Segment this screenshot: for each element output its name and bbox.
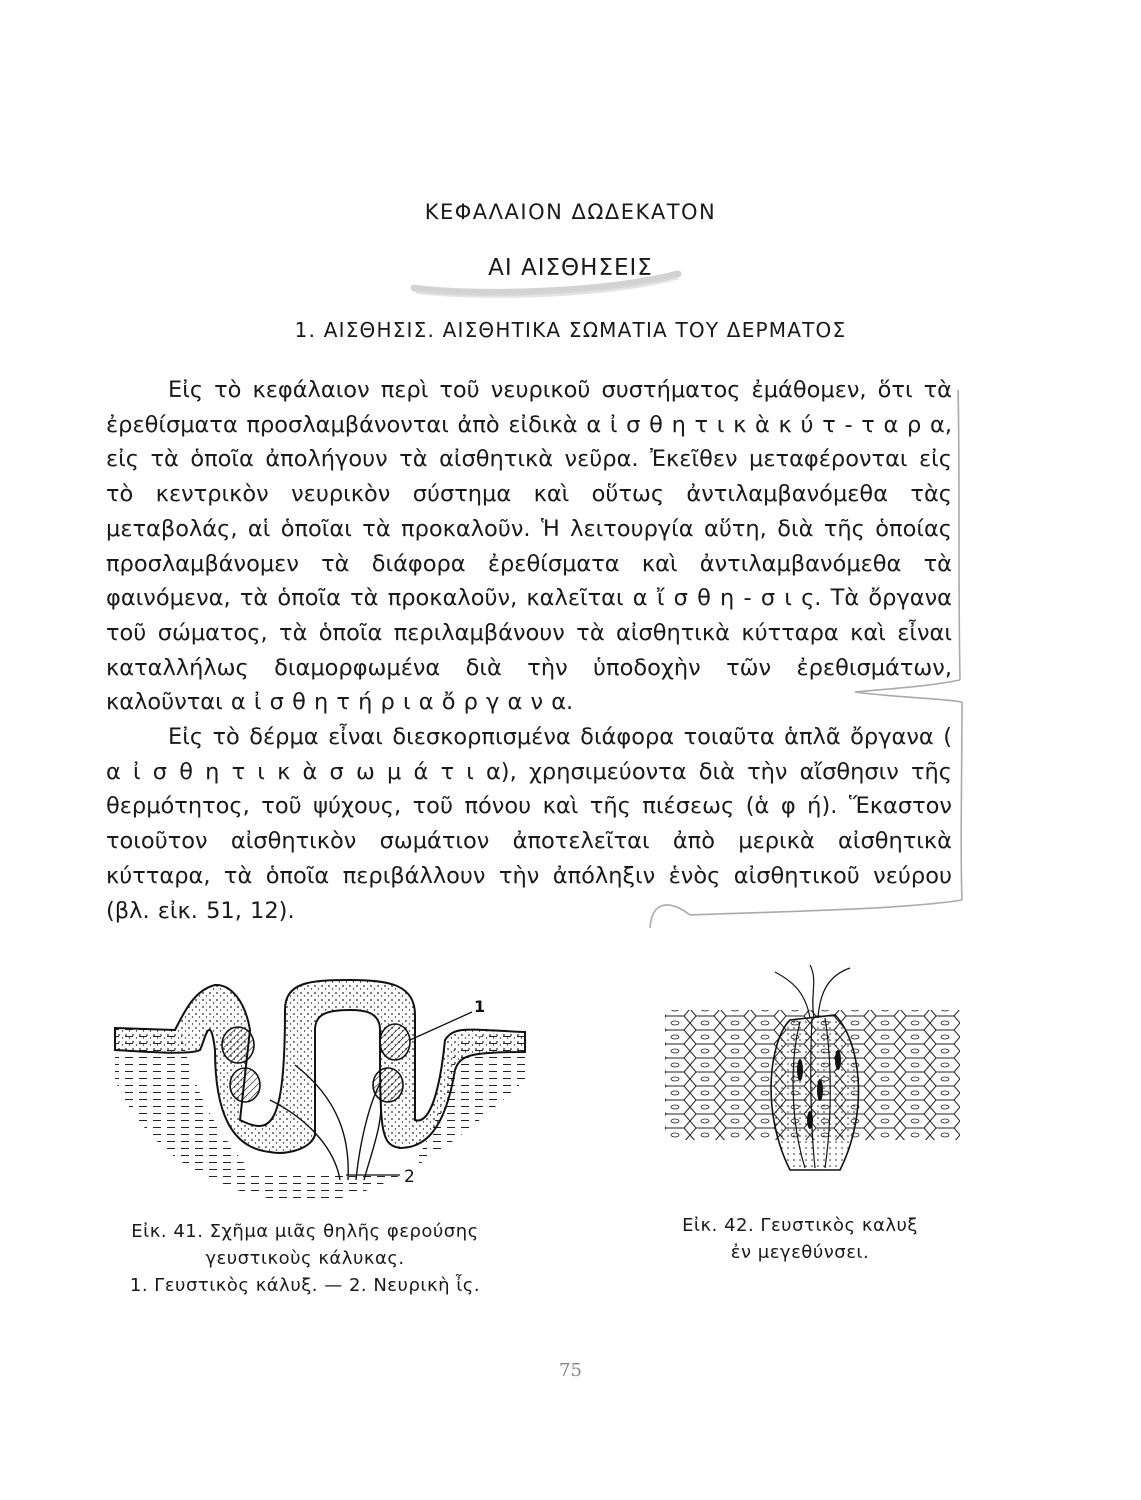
figure-41-caption [90,1218,520,1299]
figure-42-caption-line-1: Εἰκ. 42. Γευστικὸς καλυξ [682,1215,918,1236]
title-wrap [0,255,1141,281]
paragraph-1: Εἰς τὸ κεφάλαιον περὶ τοῦ νευρικοῦ συστήματος ἐμάθομεν, ὅτι τὰ ἐρεθίσματα προσλαμβάνονται ἀπὸ εἰδικὰ α ἰ σ θ η τ ι κ ὰ κ ύ τ - τ α ρ α, εἰς τὰ ὁποῖα ἀπολήγουν τὰ αἰσθητικὰ νεῦρα. Ἐκεῖθεν μεταφέρονται εἰς τὸ κεντρικὸν νευρικὸν σύστημα καὶ οὕτως ἀντιλαμβανόμεθα τὰς μεταβολάς, αἱ ὁποῖαι τὰ προκαλοῦν. Ἡ λειτουργία αὕτη, διὰ τῆς ὁποίας προσλαμβάνομεν τὰ διάφορα ἐρεθίσματα καὶ ἀντιλαμβανόμεθα τὰ φαινόμενα, τὰ ὁποῖα τὰ προκαλοῦν, καλεῖται α ἴ σ θ η - σ ι ς. Τὰ ὄργανα τοῦ σώματος, τὰ ὁποῖα περιλαμβάνουν τὰ αἰσθητικὰ κύτταρα καὶ εἶναι καταλλήλως διαμορφωμένα διὰ τὴν ὑποδοχὴν τῶν ἐρεθισμάτων, καλοῦνται α ἰ σ θ η τ ή ρ ι α ὄ ρ γ α ν α. [106,377,952,716]
figure-41-caption-line-2: γευστικοὺς κάλυκας. [205,1248,405,1269]
page-number: 75 [559,1360,582,1381]
figure-41-caption-line-3: 1. Γευστικὸς κάλυξ. — 2. Νευρικὴ ἶς. [129,1275,481,1296]
figure-42-taste-bud-diagram [660,960,970,1190]
figure-42-caption-line-2: ἐν μεγεθύνσει. [730,1242,870,1263]
figure-41-papilla-diagram [110,970,530,1210]
figure-41-label-2: 2 [404,1167,415,1187]
body-text [106,373,952,928]
figure-41-caption-line-1: Εἰκ. 41. Σχῆμα μιᾶς θηλῆς φερούσης [131,1221,479,1242]
section-heading: 1. ΑΙΣΘΗΣΙΣ. ΑΙΣΘΗΤΙΚΑ ΣΩΜΑΤΙΑ ΤΟΥ ΔΕΡΜΑΤΟΣ [294,318,847,342]
paragraph-2: Εἰς τὸ δέρμα εἶναι διεσκορπισμένα διάφορα τοιαῦτα ἁπλᾶ ὄργανα ( α ἰ σ θ η τ ι κ ὰ σ ω μ ά τ ι α), χρησιμεύοντα διὰ τὴν αἴσθησιν τῆς θερμότητος, τοῦ ψύχους, τοῦ πόνου καὶ τῆς πιέσεως (ἁ φ ή). Ἕκαστον τοιοῦτον αἰσθητικὸν σωμάτιον ἀποτελεῖται ἀπὸ μερικὰ αἰσθητικὰ κύτταρα, τὰ ὁποῖα περιβάλλουν τὴν ἀπόληξιν ἑνὸς αἰσθητικοῦ νεύρου (βλ. εἰκ. 51, 12). [106,724,952,924]
chapter-heading: ΚΕΦΑΛΑΙΟΝ ΔΩΔΕΚΑΤΟΝ [424,200,717,224]
figure-41-label-1: 1 [474,997,486,1016]
figure-42-caption [650,1212,950,1266]
page-title: ΑΙ ΑΙΣΘΗΣΕΙΣ [488,255,653,281]
